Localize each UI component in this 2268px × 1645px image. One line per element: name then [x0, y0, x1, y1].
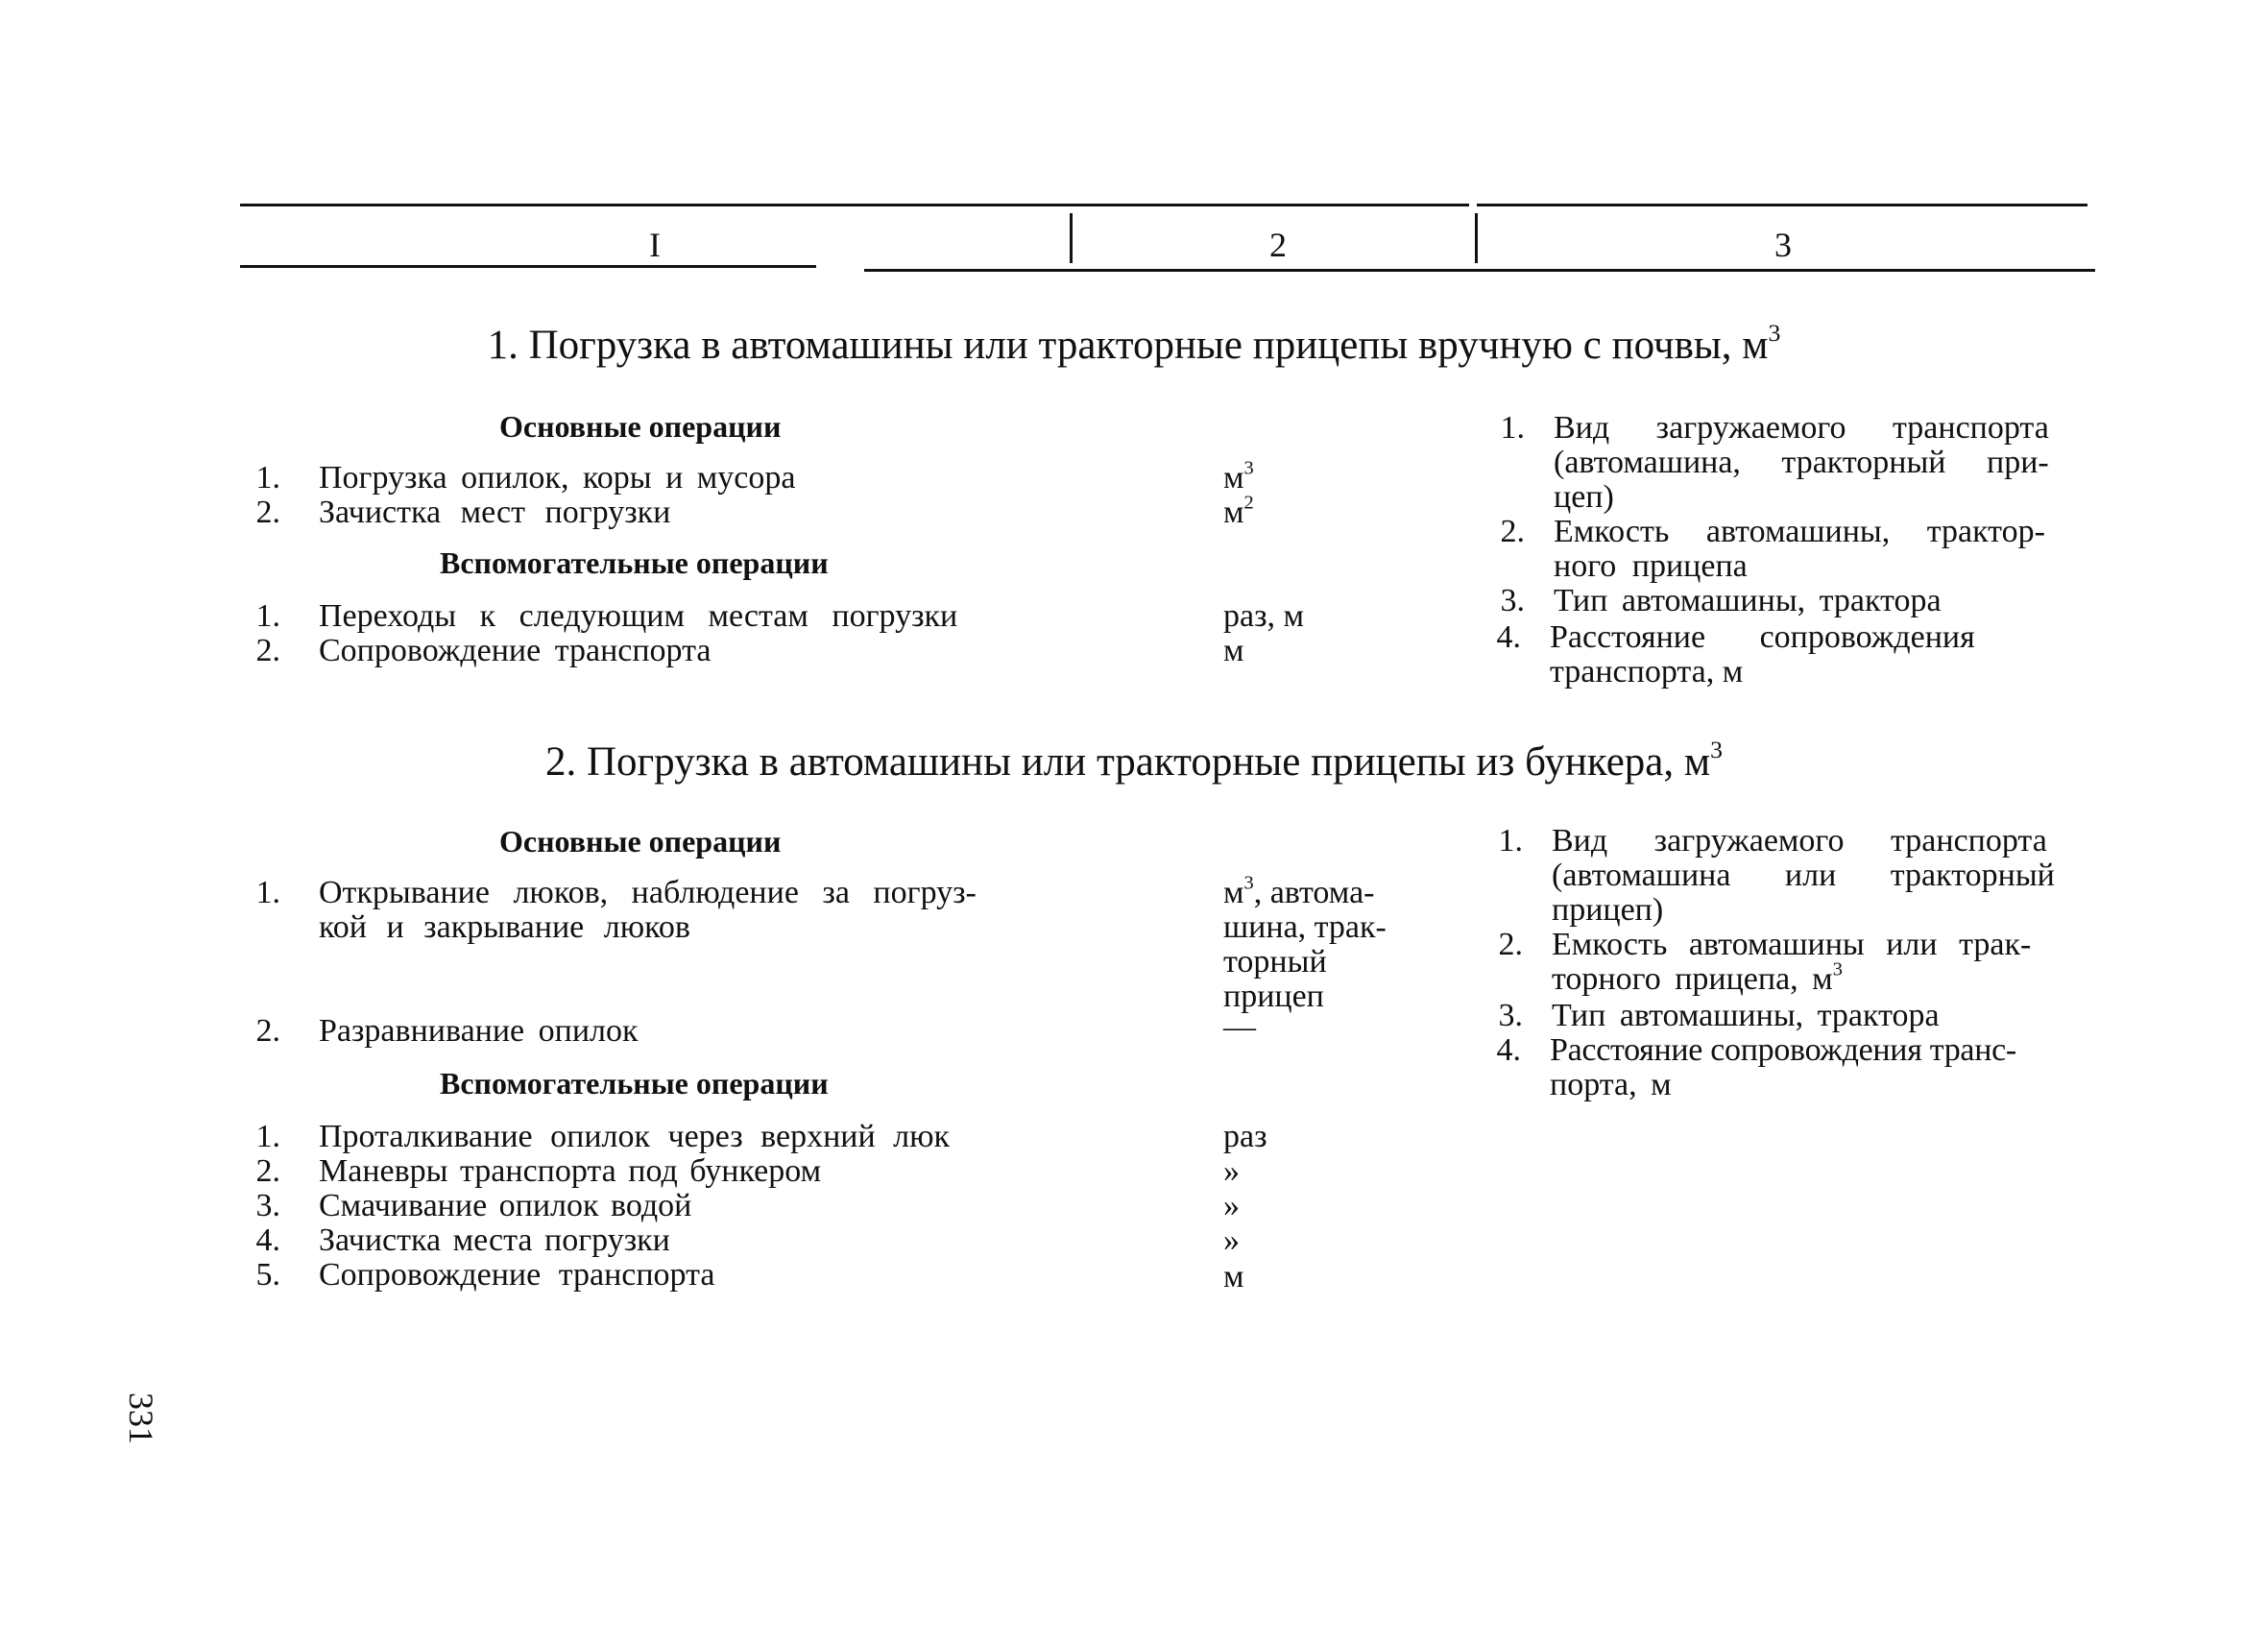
- s1-factor-2-number: 2.: [1500, 514, 1525, 549]
- page-number: 331: [122, 1392, 160, 1444]
- s1-main-op-2-text: Зачистка мест погрузки: [319, 495, 671, 530]
- section-2-main-heading: Основные операции: [499, 824, 782, 859]
- s2-aux-op-4-text: Зачистка места погрузки: [319, 1222, 670, 1258]
- s1-factor-2-line-2: ного прицепа: [1554, 548, 1748, 584]
- s2-aux-op-3-number: 3.: [255, 1188, 280, 1223]
- s2-main-op-1-unit-line-1: $м^3$, автома-: [1223, 872, 1375, 910]
- s1-factor-1-line-1: Вид загружаемого транспорта: [1554, 410, 2049, 446]
- s1-aux-op-1-text: Переходы к следующим местам погрузки: [319, 598, 958, 634]
- header-top-rule-left: [240, 204, 1469, 206]
- s2-aux-op-5-number: 5.: [255, 1257, 280, 1293]
- section-2-title: 2. Погрузка в автомашины или тракторные прицепы из бункера, $м^3$: [544, 735, 1724, 785]
- s1-main-op-1-unit: $м^3$: [1223, 457, 1254, 496]
- s2-aux-op-3-text: Смачивание опилок водой: [319, 1188, 692, 1223]
- s2-main-op-1-text: [319, 876, 977, 945]
- s1-factor-1-line-2: (автомашина, тракторный при-: [1554, 445, 2049, 480]
- section-1-main-heading: Основные операции: [499, 409, 782, 444]
- s2-factor-2-line-2: торного прицепа, $м^3$: [1552, 958, 1843, 997]
- s2-main-op-1-unit-line-2: шина, трак-: [1223, 909, 1387, 945]
- s2-factor-4-number: 4.: [1496, 1032, 1521, 1068]
- s2-factor-1-line-1: Вид загружаемого транспорта: [1552, 823, 2047, 859]
- s2-factor-2-number: 2.: [1498, 927, 1523, 962]
- s2-aux-op-2-unit: »: [1223, 1153, 1240, 1189]
- section-1-aux-heading: Вспомогательные операции: [440, 545, 829, 580]
- s2-aux-op-2-text: Маневры транспорта под бункером: [319, 1153, 822, 1189]
- s1-factor-4-line-2: транспорта, м: [1550, 654, 1744, 689]
- s1-factor-1-number: 1.: [1500, 410, 1525, 446]
- header-col-2: 2: [1269, 226, 1287, 264]
- s2-main-op-2-unit: —: [1223, 1009, 1256, 1045]
- s2-aux-op-4-number: 4.: [255, 1222, 280, 1258]
- s2-factor-4-line-1: Расстояние сопровождения транс-: [1550, 1032, 2016, 1068]
- s2-factor-1-line-3: прицеп): [1552, 892, 1664, 928]
- s2-aux-op-5-unit: м: [1223, 1259, 1244, 1294]
- section-1-title: 1. Погрузка в автомашины или тракторные прицепы вручную с почвы, $м^3$: [487, 318, 1781, 368]
- s1-aux-op-2-text: Сопровождение транспорта: [319, 633, 712, 668]
- s1-factor-3-line-1: Тип автомашины, трактора: [1554, 583, 1942, 618]
- header-col-3: 3: [1774, 226, 1792, 264]
- s2-aux-op-3-unit: »: [1223, 1188, 1240, 1223]
- section-2-aux-heading: Вспомогательные операции: [440, 1066, 829, 1101]
- s1-main-op-1-text: Погрузка опилок, коры и мусора: [319, 460, 796, 496]
- s2-factor-4-line-2: порта, м: [1550, 1067, 1672, 1102]
- s1-factor-4-number: 4.: [1496, 619, 1521, 655]
- s1-aux-op-1-unit: раз, м: [1223, 598, 1305, 634]
- s2-main-op-1-number: 1.: [255, 875, 280, 910]
- s2-main-op-2-text: Разравнивание опилок: [319, 1013, 639, 1049]
- s2-factor-3-line-1: Тип автомашины, трактора: [1552, 998, 1940, 1033]
- header-bottom-rule-left: [240, 265, 816, 268]
- s2-main-op-1-line-2: кой и закрывание люков: [319, 909, 690, 945]
- header-divider-1: [1070, 213, 1073, 263]
- s2-factor-2-line-1: Емкость автомашины или трак-: [1552, 927, 2032, 962]
- s1-factor-4-line-1: Расстояние сопровождения: [1550, 619, 1975, 655]
- s2-aux-op-2-number: 2.: [255, 1153, 280, 1189]
- s2-aux-op-1-number: 1.: [255, 1119, 280, 1154]
- s2-aux-op-1-unit: раз: [1223, 1119, 1267, 1154]
- s1-factor-2-line-1: Емкость автомашины, трактор-: [1554, 514, 2045, 549]
- s1-aux-op-2-unit: м: [1223, 633, 1244, 668]
- s2-factor-1: [1552, 824, 2099, 928]
- s1-aux-op-1-number: 1.: [255, 598, 280, 634]
- s2-main-op-1-unit-line-3: торный: [1223, 944, 1327, 980]
- s2-main-op-2-number: 2.: [255, 1013, 280, 1049]
- s2-factor-1-number: 1.: [1498, 823, 1523, 859]
- s2-factor-4: [1550, 1033, 2016, 1102]
- s1-main-op-1-number: 1.: [255, 460, 280, 496]
- s2-factor-3-number: 3.: [1498, 998, 1523, 1033]
- header-bottom-rule-right: [864, 269, 2095, 272]
- s2-main-op-1-line-1: Открывание люков, наблюдение за погруз-: [319, 875, 977, 910]
- s1-factor-3-number: 3.: [1500, 583, 1525, 618]
- s2-factor-2: [1552, 928, 2031, 997]
- header-top-rule-right: [1477, 204, 2087, 206]
- s1-factor-2: [1554, 515, 2045, 584]
- s1-factor-4: [1550, 620, 1975, 689]
- s2-main-op-1-unit: [1223, 872, 1387, 1014]
- s1-main-op-2-unit: $м^2$: [1223, 492, 1254, 530]
- header-col-1: I: [649, 226, 661, 264]
- s1-factor-1-line-3: цеп): [1554, 479, 1614, 515]
- header-divider-2: [1475, 213, 1478, 263]
- s1-main-op-2-number: 2.: [255, 495, 280, 530]
- s2-factor-1-line-2: (автомашина или тракторный: [1552, 858, 2055, 893]
- s2-aux-op-1-text: Проталкивание опилок через верхний люк: [319, 1119, 951, 1154]
- s1-aux-op-2-number: 2.: [255, 633, 280, 668]
- s2-aux-op-4-unit: »: [1223, 1222, 1240, 1258]
- s2-aux-op-5-text: Сопровождение транспорта: [319, 1257, 715, 1293]
- s2-main-op-1-unit-line-4: прицеп: [1223, 979, 1324, 1014]
- s1-factor-1: [1554, 411, 2101, 515]
